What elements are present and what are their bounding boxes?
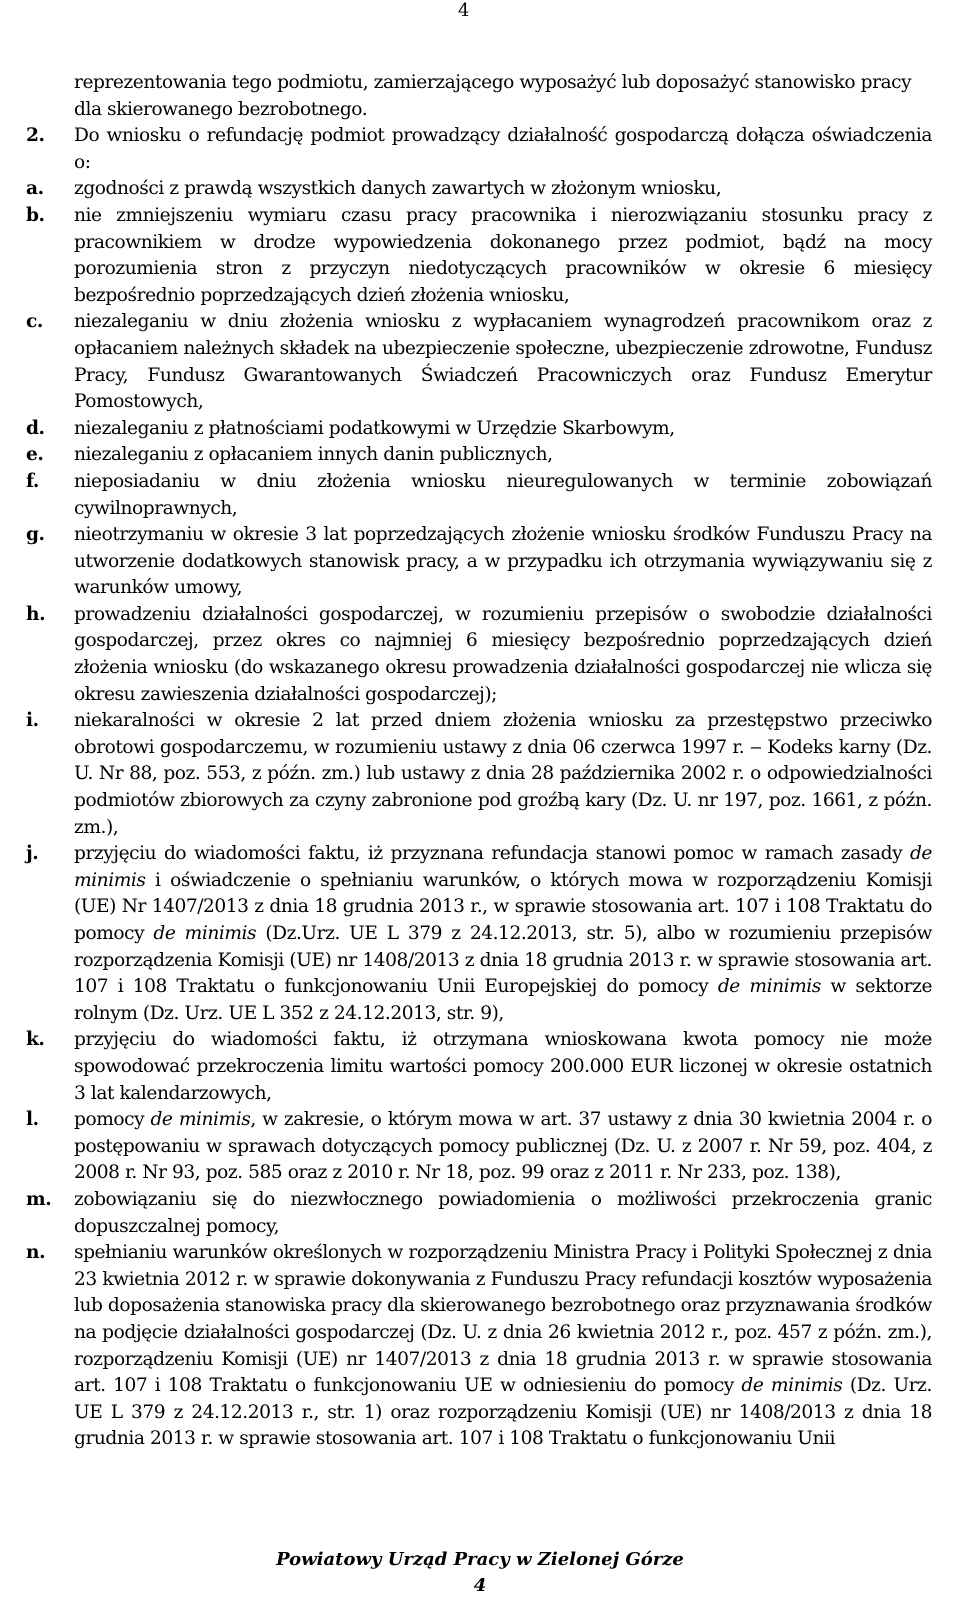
list-item [26, 1107, 932, 1187]
list-item-label: j. [26, 843, 39, 865]
list-item [26, 602, 932, 708]
point-2-number: 2. [26, 125, 45, 147]
list-item-text: niekaralności w okresie 2 lat przed dniem złożenia wniosku za przestępstwo przeciwko obrotowi gospodarczemu, w rozumieniu ustawy z dnia 06 czerwca 1997 r. ‒ Kodeks karny (Dz. U. Nr 88, poz. 553, z późn. zm.) lub ustawy z dnia 28 października 2002 r. o odpowiedzialności podmiotów zbiorowych za czyny zabronione pod groźbą kary (Dz. U. nr 197, poz. 1661, z późn. zm.), [74, 710, 932, 838]
list-item-text: niezaleganiu z płatnościami podatkowymi w Urzędzie Skarbowym, [74, 417, 675, 439]
point-2-text: Do wniosku o refundację podmiot prowadzący działalność gospodarczą dołącza oświadczenia o: [74, 125, 932, 173]
list-item [26, 708, 932, 841]
list-item-text: zgodności z prawdą wszystkich danych zawartych w złożonym wniosku, [74, 178, 722, 200]
list-item-text: niezaleganiu z opłacaniem innych danin publicznych, [74, 444, 553, 466]
continuation-paragraph: reprezentowania tego podmiotu, zamierzającego wyposażyć lub doposażyć stanowisko pracy dla skierowanego bezrobotnego. [74, 72, 912, 120]
list-item [26, 309, 932, 415]
list-item-label: d. [26, 417, 45, 439]
list-item-text: pomocy de minimis, w zakresie, o którym mowa w art. 37 ustawy z dnia 30 kwietnia 2004 r. o postępowaniu w sprawach dotyczących pomocy publicznej (Dz. U. z 2007 r. Nr 59, poz. 404, z 2008 r. Nr 93, poz. 585 oraz z 2010 r. Nr 18, poz. 99 oraz z 2011 r. Nr 233, poz. 138), [74, 1109, 933, 1184]
list-item-label: i. [26, 710, 39, 732]
emphasis-de-minimis: de minimis [717, 976, 821, 998]
list-item [26, 442, 932, 469]
list-item [26, 203, 932, 309]
list-item-label: e. [26, 444, 44, 466]
document-body [26, 70, 932, 1453]
list-item [26, 522, 932, 602]
emphasis-de-minimis: de minimis [74, 843, 932, 891]
list-item-text: niezaleganiu w dniu złożenia wniosku z wypłacaniem wynagrodzeń pracownikom oraz z opłacaniem należnych składek na ubezpieczenie społeczne, ubezpieczenie zdrowotne, Fundusz Pracy, Fundusz Gwarantowanych Świadczeń Pracowniczych oraz Fundusz Emerytur Pomostowych, [74, 311, 932, 413]
list-item-text: nieotrzymaniu w okresie 3 lat poprzedzających złożenie wniosku środków Funduszu Pracy na utworzenie dodatkowych stanowisk pracy, a w przypadku ich otrzymania wywiązywaniu się z warunków umowy, [74, 524, 932, 599]
footer-page-number: 4 [473, 1575, 487, 1596]
footer-office-name: Powiatowy Urząd Pracy w Zielonej Górze [276, 1549, 684, 1570]
page-number-top: 4 [458, 0, 470, 21]
list-item-text: prowadzeniu działalności gospodarczej, w rozumieniu przepisów o swobodzie działalności gospodarczej, przez okres co najmniej 6 miesięcy bezpośrednio poprzedzających dzień złożenia wniosku (do wskazanego okresu prowadzenia działalności gospodarczej nie wlicza się okresu zawieszenia działalności gospodarczej); [74, 603, 932, 705]
list-item-text: spełnianiu warunków określonych w rozporządzeniu Ministra Pracy i Polityki Społecznej z dnia 23 kwietnia 2012 r. w sprawie dokonywania z Funduszu Pracy refundacji kosztów wyposażenia lub doposażenia stanowiska pracy dla skierowanego bezrobotnego oraz przyznawania środków na podjęcie działalności gospodarczej (Dz. U. z dnia 26 kwietnia 2012 r., poz. 457 z późn. zm.), rozporządzeniu Komisji (UE) nr 1407/2013 z dnia 18 grudnia 2013 r. w sprawie stosowania art. 107 i 108 Traktatu o funkcjonowaniu UE w odniesieniu do pomocy de minimis (Dz. Urz. UE L 379 z 24.12.2013 r., str. 1) oraz rozporządzeniu Komisji (UE) nr 1408/2013 z dnia 18 grudnia 2013 r. w sprawie stosowania art. 107 i 108 Traktatu o funkcjonowaniu Unii [74, 1242, 932, 1450]
list-item-label: c. [26, 311, 43, 333]
list-item-label: k. [26, 1029, 45, 1051]
list-item-text: nieposiadaniu w dniu złożenia wniosku nieuregulowanych w terminie zobowiązań cywilnoprawnych, [74, 470, 932, 519]
list-item-text: przyjęciu do wiadomości faktu, iż otrzymana wnioskowana kwota pomocy nie może spowodować przekroczenia limitu wartości pomocy 200.000 EUR liczonej w okresie ostatnich 3 lat kalendarzowych, [74, 1029, 932, 1104]
list-item-label: g. [26, 524, 45, 546]
list-item-label: a. [26, 178, 44, 200]
list-item [26, 1187, 932, 1240]
list-item-label: m. [26, 1188, 52, 1210]
list-item-label: h. [26, 603, 46, 625]
list-item-text: nie zmniejszeniu wymiaru czasu pracy pracownika i nierozwiązaniu stosunku pracy z pracownikiem w drodze wypowiedzenia dokonanego przez podmiot, bądź na mocy porozumienia stron z przyczyn niedotyczących pracowników w okresie 6 miesięcy bezpośrednio poprzedzających dzień złożenia wniosku, [74, 204, 932, 306]
list-item [26, 841, 932, 1027]
list-item-label: n. [26, 1242, 46, 1264]
list-item-label: f. [26, 470, 39, 492]
list-item-text: zobowiązaniu się do niezwłocznego powiadomienia o możliwości przekroczenia granic dopuszczalnej pomocy, [74, 1188, 932, 1237]
list-item-label: b. [26, 204, 45, 226]
emphasis-de-minimis: de minimis [150, 1109, 251, 1131]
emphasis-de-minimis: de minimis [153, 923, 257, 944]
list-item-text: przyjęciu do wiadomości faktu, iż przyznana refundacja stanowi pomoc w ramach zasady de minimis i oświadczenie o spełnianiu warunków, o których mowa w rozporządzeniu Komisji (UE) Nr 1407/2013 z dnia 18 grudnia 2013 r., w sprawie stosowania art. 107 i 108 Traktatu do pomocy de minimis (Dz.Urz. UE L 379 z 24.12.2013, str. 5), albo w rozumieniu przepisów rozporządzenia Komisji (UE) nr 1408/2013 z dnia 18 grudnia 2013 r. w sprawie stosowania art. 107 i 108 Traktatu o funkcjonowaniu Unii Europejskiej do pomocy de minimis w sektorze rolnym (Dz. Urz. UE L 352 z 24.12.2013, str. 9), [74, 843, 933, 1024]
list-item [26, 1240, 932, 1453]
list-item [26, 416, 932, 443]
list-item [26, 176, 932, 203]
list-item [26, 1027, 932, 1107]
point-2 [26, 123, 932, 176]
declaration-list [26, 176, 932, 1453]
emphasis-de-minimis: de minimis [741, 1375, 843, 1397]
list-item-label: l. [26, 1109, 39, 1131]
list-item [26, 469, 932, 522]
